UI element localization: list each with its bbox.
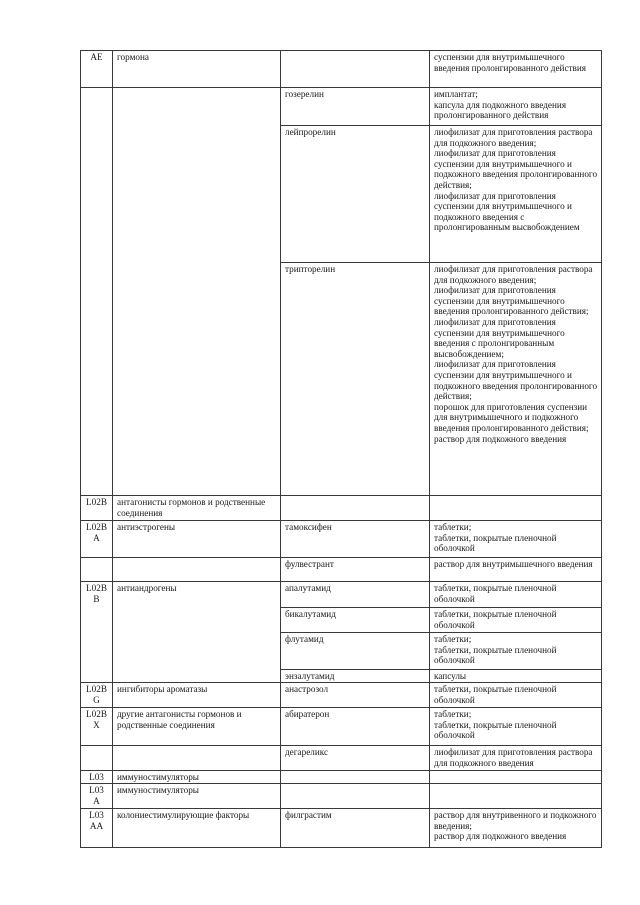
- inn-cell: [281, 771, 430, 784]
- code-cell: L03 A: [81, 784, 113, 809]
- form-cell: таблетки, покрытые пленочной оболочкой: [430, 608, 602, 633]
- group-cell: ингибиторы ароматазы: [113, 683, 281, 708]
- inn-cell: флутамид: [281, 633, 430, 670]
- form-cell: таблетки, покрытые пленочной оболочкой: [430, 582, 602, 608]
- group-cell: [113, 558, 281, 582]
- drug-table: [80, 50, 602, 848]
- inn-cell: фулвестрант: [281, 558, 430, 582]
- code-cell: L03: [81, 771, 113, 784]
- table-row: [81, 51, 602, 88]
- table-row: [81, 582, 602, 608]
- form-cell: таблетки; таблетки, покрытые пленочной оболочкой: [430, 708, 602, 746]
- group-cell: другие антагонисты гормонов и родственные соединения: [113, 708, 281, 746]
- inn-cell: анастрозол: [281, 683, 430, 708]
- form-cell: лиофилизат для приготовления раствора для подкожного введения: [430, 746, 602, 771]
- code-cell: L02B X: [81, 708, 113, 746]
- form-cell: суспензии для внутримышечного введения пролонгированного действия: [430, 51, 602, 88]
- group-cell: колониестимулирующие факторы: [113, 809, 281, 848]
- inn-cell: [281, 51, 430, 88]
- group-cell: антиандрогены: [113, 582, 281, 683]
- form-cell: раствор для внутримышечного введения: [430, 558, 602, 582]
- form-cell: лиофилизат для приготовления раствора для подкожного введения; лиофилизат для приготовления суспензии для внутримышечного введения пролонгированного действия; лиофилизат для приготовления суспензии для внутримышечного введения с пролонгированным высвобождением; лиофилизат для приготовления суспензии для внутримышечного и подкожного введения пролонгированного действия; порошок для приготовления суспензии для внутримышечного и подкожного введения пролонгированного действия; раствор для подкожного введения: [430, 263, 602, 496]
- inn-cell: [281, 496, 430, 521]
- code-cell: L02B G: [81, 683, 113, 708]
- form-cell: [430, 496, 602, 521]
- inn-cell: трипторелин: [281, 263, 430, 496]
- code-cell: [81, 88, 113, 496]
- table-row: [81, 708, 602, 746]
- inn-cell: тамоксифен: [281, 521, 430, 558]
- table-row: [81, 809, 602, 848]
- inn-cell: лейпрорелин: [281, 126, 430, 263]
- table-row: [81, 746, 602, 771]
- table-row: [81, 683, 602, 708]
- inn-cell: гозерелин: [281, 88, 430, 126]
- form-cell: [430, 784, 602, 809]
- inn-cell: бикалутамид: [281, 608, 430, 633]
- form-cell: имплантат; капсула для подкожного введения пролонгированного действия: [430, 88, 602, 126]
- code-cell: [81, 558, 113, 582]
- code-cell: L03 AA: [81, 809, 113, 848]
- inn-cell: абиратерон: [281, 708, 430, 746]
- group-cell: антиэстрогены: [113, 521, 281, 558]
- table-row: [81, 88, 602, 126]
- inn-cell: энзалутамид: [281, 670, 430, 683]
- form-cell: таблетки; таблетки, покрытые пленочной оболочкой: [430, 633, 602, 670]
- group-cell: иммуностимуляторы: [113, 771, 281, 784]
- group-cell: иммуностимуляторы: [113, 784, 281, 809]
- drug-table-body: [81, 51, 602, 848]
- table-row: [81, 496, 602, 521]
- code-cell: L02B A: [81, 521, 113, 558]
- table-row: [81, 784, 602, 809]
- form-cell: таблетки; таблетки, покрытые пленочной оболочкой: [430, 521, 602, 558]
- form-cell: [430, 771, 602, 784]
- code-cell: AE: [81, 51, 113, 88]
- group-cell: антагонисты гормонов и родственные соединения: [113, 496, 281, 521]
- code-cell: L02B: [81, 496, 113, 521]
- table-row: [81, 558, 602, 582]
- code-cell: [81, 746, 113, 771]
- group-cell: [113, 88, 281, 496]
- inn-cell: филграстим: [281, 809, 430, 848]
- form-cell: лиофилизат для приготовления раствора для подкожного введения; лиофилизат для приготовления суспензии для внутримышечного и подкожного введения пролонгированного действия; лиофилизат для приготовления суспензии для внутримышечного и подкожного введения с пролонгированным высвобождением: [430, 126, 602, 263]
- code-cell: L02B B: [81, 582, 113, 683]
- inn-cell: апалутамид: [281, 582, 430, 608]
- group-cell: гормона: [113, 51, 281, 88]
- group-cell: [113, 746, 281, 771]
- form-cell: таблетки, покрытые пленочной оболочкой: [430, 683, 602, 708]
- inn-cell: дегареликс: [281, 746, 430, 771]
- form-cell: раствор для внутривенного и подкожного введения; раствор для подкожного введения: [430, 809, 602, 848]
- form-cell: капсулы: [430, 670, 602, 683]
- table-row: [81, 521, 602, 558]
- table-row: [81, 771, 602, 784]
- inn-cell: [281, 784, 430, 809]
